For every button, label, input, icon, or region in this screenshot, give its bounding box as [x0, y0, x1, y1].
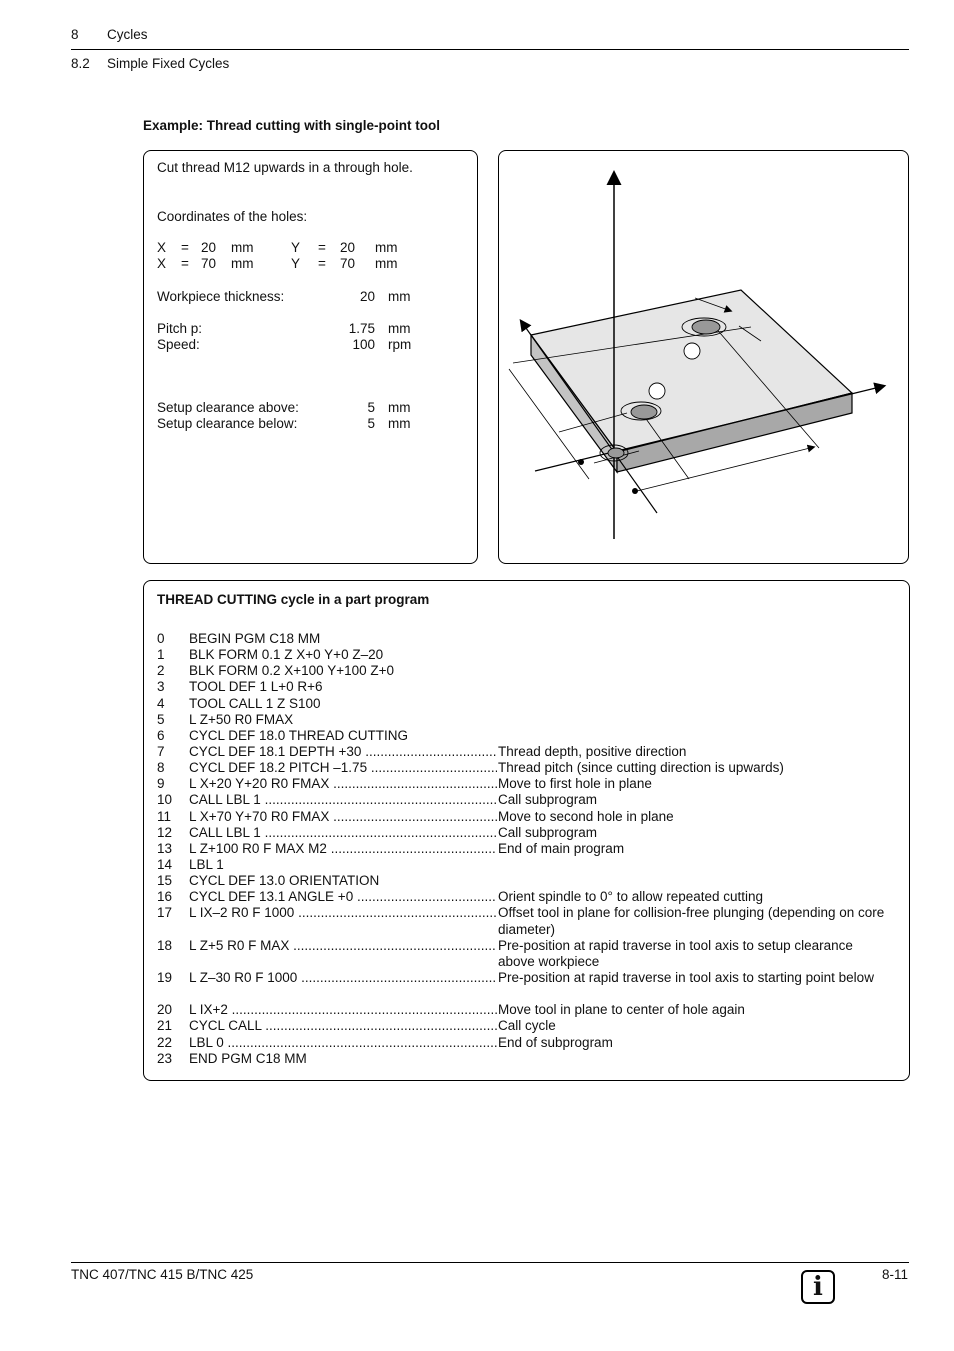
program-line [157, 938, 897, 970]
nc-code [189, 857, 497, 873]
nc-code-text: L Z+50 R0 FMAX [189, 711, 294, 727]
line-number: 0 [157, 631, 165, 646]
line-number: 13 [157, 840, 173, 856]
nc-code-text: TOOL DEF 1 L+0 R+6 [189, 679, 323, 695]
program-line [157, 1002, 897, 1018]
chapter-header [71, 27, 148, 42]
page-number: 8-11 [881, 1267, 908, 1282]
section-title: Simple Fixed Cycles [107, 56, 230, 71]
line-number: 23 [157, 1050, 173, 1066]
line-number: 12 [157, 824, 173, 840]
nc-code-text: END PGM C18 MM [189, 1050, 307, 1066]
program-line [157, 809, 897, 825]
line-comment: Call subprogram [498, 824, 598, 840]
nc-code [189, 1018, 497, 1034]
nc-code-text: CALL LBL 1 [189, 824, 261, 840]
program-line [157, 728, 897, 744]
header-rule [71, 49, 909, 50]
diagram-box [498, 150, 909, 564]
program-line [157, 679, 897, 695]
program-line [157, 744, 897, 760]
program-line [157, 841, 897, 857]
nc-code-text: CYCL DEF 13.1 ANGLE +0 [189, 889, 354, 905]
nc-code [189, 825, 497, 841]
nc-code [189, 938, 497, 954]
program-line [157, 647, 897, 663]
line-comment: Pre-position at rapid traverse in tool axis to setup clearance above workpiece [498, 937, 853, 969]
line-comment: Offset tool in plane for collision-free plunging (depending on core diameter) [498, 905, 885, 937]
line-comment: Pre-position at rapid traverse in tool axis to starting point below [498, 969, 874, 985]
line-comment: Thread pitch (since cutting direction is upwards) [498, 760, 784, 776]
line-number: 19 [157, 969, 173, 985]
program-line [157, 970, 897, 1002]
program-line [157, 905, 897, 937]
line-comment: End of main program [498, 840, 625, 856]
program-line [157, 696, 897, 712]
nc-code [189, 663, 497, 679]
program-line [157, 1051, 897, 1067]
chapter-number: 8 [71, 27, 79, 42]
line-comment: Thread depth, positive direction [498, 743, 687, 759]
nc-code-text: L IX+2 [189, 1002, 228, 1018]
section-header [71, 56, 229, 71]
program-line [157, 712, 897, 728]
nc-code-text: L X+70 Y+70 R0 FMAX [189, 808, 330, 824]
section-number: 8.2 [71, 56, 90, 71]
footer-rule [71, 1262, 909, 1263]
nc-code [189, 744, 497, 760]
line-number: 21 [157, 1018, 173, 1034]
program-line [157, 792, 897, 808]
line-number: 10 [157, 792, 173, 808]
line-number: 15 [157, 873, 173, 889]
program-heading: THREAD CUTTING cycle in a part program [157, 592, 430, 607]
nc-code-text: LBL 1 [189, 856, 224, 872]
nc-code [189, 679, 497, 695]
nc-code-text: BLK FORM 0.1 Z X+0 Y+0 Z–20 [189, 647, 384, 663]
nc-code [189, 776, 497, 792]
nc-code-text: CALL LBL 1 [189, 792, 261, 808]
nc-code-text: TOOL CALL 1 Z S100 [189, 695, 321, 711]
line-number: 9 [157, 776, 165, 792]
chapter-title: Cycles [107, 27, 148, 42]
line-number: 18 [157, 937, 173, 953]
nc-code [189, 841, 497, 857]
line-number: 20 [157, 1002, 173, 1018]
program-line [157, 1018, 897, 1034]
footer-title: TNC 407/TNC 415 B/TNC 425 [71, 1267, 254, 1282]
line-number: 5 [157, 711, 165, 727]
line-comment: Move to second hole in plane [498, 808, 674, 824]
line-number: 6 [157, 727, 165, 743]
nc-code-text: CYCL DEF 18.0 THREAD CUTTING [189, 727, 409, 743]
line-number: 14 [157, 856, 173, 872]
nc-code [189, 1035, 497, 1051]
line-comment: Call subprogram [498, 792, 598, 808]
nc-code-text: L X+20 Y+20 R0 FMAX [189, 776, 330, 792]
program-line [157, 873, 897, 889]
example-title: Example: Thread cutting with single-point tool [143, 118, 440, 133]
line-number: 16 [157, 889, 173, 905]
nc-code [189, 760, 497, 776]
nc-code-text: L Z+5 R0 F MAX [189, 937, 290, 953]
block-top-face [531, 290, 852, 452]
nc-code [189, 1051, 497, 1067]
nc-code [189, 970, 497, 986]
program-line [157, 663, 897, 679]
spec-intro: Cut thread M12 upwards in a through hole. [157, 160, 413, 175]
program-line [157, 889, 897, 905]
nc-code [189, 647, 497, 663]
line-comment: Move to first hole in plane [498, 776, 652, 792]
info-icon: i [801, 1270, 835, 1304]
line-number: 22 [157, 1034, 173, 1050]
line-number: 7 [157, 743, 165, 759]
line-comment: Move tool in plane to center of hole again [498, 1002, 745, 1018]
nc-code-text: BLK FORM 0.2 X+100 Y+100 Z+0 [189, 663, 394, 679]
program-line [157, 631, 897, 647]
nc-code [189, 792, 497, 808]
nc-code-text: LBL 0 [189, 1034, 224, 1050]
marker-circle [649, 383, 665, 399]
line-comment: Orient spindle to 0° to allow repeated cutting [498, 889, 764, 905]
program-line [157, 1035, 897, 1051]
coord-heading: Coordinates of the holes: [157, 209, 308, 224]
nc-code [189, 905, 497, 921]
line-number: 11 [157, 808, 172, 824]
program-line [157, 857, 897, 873]
line-number: 17 [157, 905, 173, 921]
nc-code [189, 631, 497, 647]
line-comment: Call cycle [498, 1018, 556, 1034]
program-line [157, 776, 897, 792]
line-comment: End of subprogram [498, 1034, 613, 1050]
marker-circle [684, 343, 700, 359]
nc-code [189, 889, 497, 905]
nc-code-text: CYCL CALL [189, 1018, 262, 1034]
nc-code [189, 696, 497, 712]
line-number: 2 [157, 663, 165, 679]
line-number: 1 [157, 647, 165, 663]
line-number: 4 [157, 695, 165, 711]
nc-code-text: L Z+100 R0 F MAX M2 [189, 840, 327, 856]
line-number: 8 [157, 760, 165, 776]
workpiece-diagram [499, 151, 908, 563]
nc-code [189, 873, 497, 889]
nc-code-text: CYCL DEF 13.0 ORIENTATION [189, 873, 380, 889]
nc-code-text: L Z–30 R0 F 1000 [189, 969, 298, 985]
program-listing [157, 631, 897, 1067]
nc-code-text: CYCL DEF 18.2 PITCH –1.75 [189, 760, 368, 776]
program-line [157, 825, 897, 841]
nc-code-text: CYCL DEF 18.1 DEPTH +30 [189, 743, 362, 759]
program-line [157, 760, 897, 776]
nc-code [189, 728, 497, 744]
nc-code [189, 1002, 497, 1018]
nc-code-text: BEGIN PGM C18 MM [189, 631, 321, 646]
nc-code-text: L IX–2 R0 F 1000 [189, 905, 295, 921]
line-number: 3 [157, 679, 165, 695]
nc-code [189, 809, 497, 825]
nc-code [189, 712, 497, 728]
